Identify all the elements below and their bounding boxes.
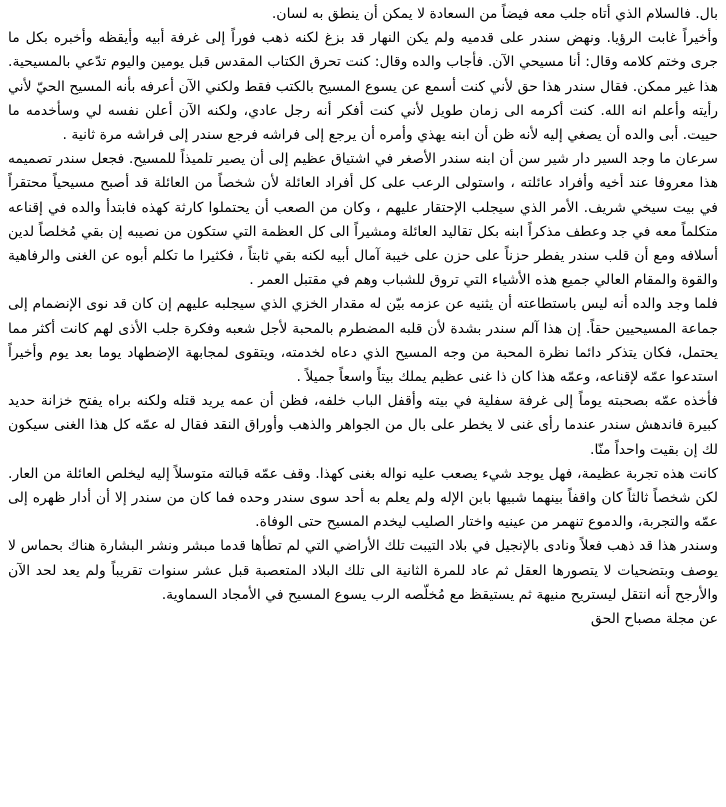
paragraph-6: كانت هذه تجربة عظيمة، فهل يوجد شيء يصعب عليه نواله بغنى كهذا. وقف عمّه قبالته متوسلاً إليه ليخلص العائلة من العار. لكن شخصاً ثالثاً كان واقفاً بينهما شبيها بابن الإله ولم يعلم به أحد سوى سندر وحده فما كان من سندر إلا أن أدار ظهره إلى عمّه والتجربة، والدموع تنهمر من عينيه واختار الصليب ليخدم المسيح حتى الوفاة. bbox=[8, 465, 718, 531]
paragraph-5: فأخذه عمّه بصحبته يوماً إلى غرفة سفلية في بيته وأقفل الباب خلفه، فظن أن عمه يريد قتله ولكنه براه يفتح خزانة حديد كبيرة فاندهش سندر عندما رأى غنى لا يخطر على بال من الجواهر والذهب وأوراق النقد فقال له عمّه كل هذا الغنى سيكون لك إن بقيت واحداً منّا. bbox=[8, 393, 718, 458]
paragraph-3: سرعان ما وجد السير دار شير سن أن ابنه سندر الأصغر في اشتياق عظيم إلى أن يصير تلميذاً للمسيح. فجعل سندر تصميمه هذا معروفا عند أخيه وأفراد عائلته ، واستولى الرعب على كل أفراد العائلة لأن شخصاً من العائلة قد أصبح مسيحياً محتقراً في بيت سيخي شريف. الأمر الذي سيجلب الإحتقار عليهم ، وكان من الصعب أن يحتملوا كارثة كهذه فابتدأ والده في إقناعه متكلماً معه في جد وعطف مذكراً ابنه بكل تقاليد العائلة ومشيراً الى كل العظمة التي ستكون من نصيبه إن بقي مُخلصاً لدين أسلافه ومع أن قلب سندر يفطر حزناً على حزن على خيبة آمال أبيه لكنه بقي ثابتاً ، فكثيرا ما تكلم أبوه عن الغنى والرفاهية والقوة والمقام العالي جميع هذه الأشياء التي تروق للشباب وهم في مقتبل العمر . bbox=[8, 151, 718, 289]
paragraph-4: فلما وجد والده أنه ليس باستطاعته أن يثنيه عن عزمه بيّن له مقدار الخزي الذي سيجلبه عليهم إن كان قد نوى الإنضمام إلى جماعة المسيحيين حقاً. إن هذا آلم سندر بشدة لأن قلبه المضطرم بالمحبة لأجل شعبه وفكرة جلب الأذى لهم كانت أكثر مما يحتمل، فكان يتذكر دائما نظرة المحبة من وجه المسيح الذي دعاه لخدمته، ويتقوى لمجابهة الإضطهاد يوما بعد يوم وأخيراً استدعوا عمّه لإقناعه، وعمّه هذا كان ذا غنى عظيم يملك بيتاً واسعاً جميلاً . bbox=[8, 296, 718, 386]
source-credit: عن مجلة مصباح الحق bbox=[590, 611, 718, 628]
paragraph-2: وأخيراً غابت الرؤيا. ونهض سندر على قدميه ولم يكن النهار قد بزغ لكنه ذهب فوراً إلى غرفة أبيه وأيقظه وأخبره بكل ما جرى وختم كلامه وقال: أنا مسيحي الآن. فأجاب والده وقال: كنت تحرق الكتاب المقدس قبل يومين واليوم تدّعي بالمسيحية. هذا غير ممكن. فقال سندر هذا حق لأني كنت أسمع عن يسوع المسيح بالكتب فقط ولكني الآن أعرفه بأنه المسيح الحيّ لأني رأيته وأعلم انه الله. كنت أكرمه الى زمان طويل لأني كنت أفكر أنه رجل عادي، ولكنه الآن أعلن نفسه لي وسأخدمه ما حييت. أبى والده أن يصغي إليه لأنه ظن أن ابنه يهذي وأمره أن يرجع إلى فراشه فرجع سندر إلى فراشه مرة ثانية . bbox=[8, 30, 718, 144]
paragraph-1: بال. فالسلام الذي أتاه جلب معه فيضاً من السعادة لا يمكن أن ينطق به لسان. bbox=[271, 6, 718, 22]
paragraph-7: وسندر هذا قد ذهب فعلاً ونادى بالإنجيل في بلاد التيبت تلك الأراضي التي لم تطأها قدما مبشر ونشر البشارة هناك بحماس لا يوصف وبتضحيات لا يتصورها العقل ثم عاد للمرة الثانية الى تلك البلاد المتعصبة قبل عشر سنوات تقريباً ولم يعد لحد الآن والأرجح أنه انتقل ليستريح منيهة ثم يستيقظ مع مُخلّصه الرب يسوع المسيح في الأمجاد السماوية. bbox=[8, 538, 718, 603]
